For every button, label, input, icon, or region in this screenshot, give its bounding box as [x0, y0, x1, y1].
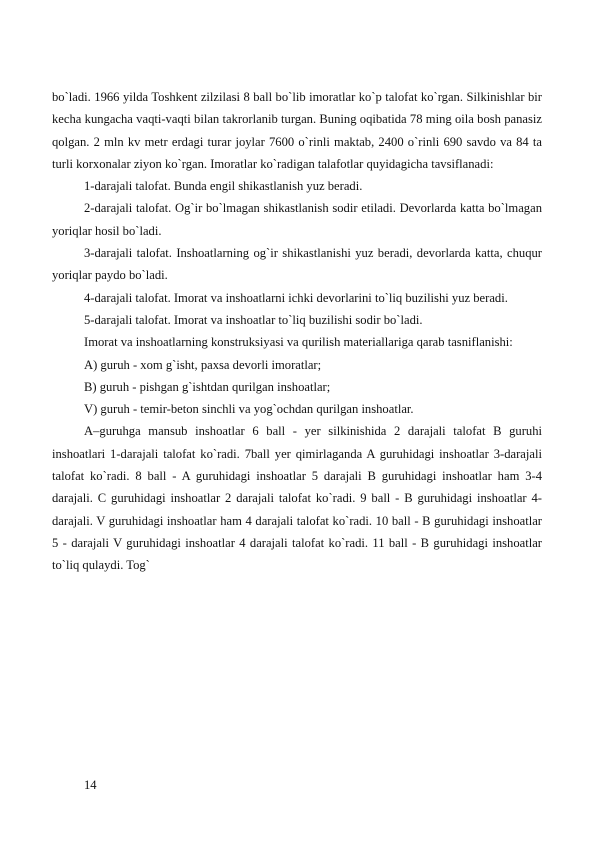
paragraph-damage-level-2: 2-darajali talofat. Og`ir bo`lmagan shikastlanish sodir etiladi. Devorlarda katta bo`lmagan yoriqlar hosil bo`ladi.: [52, 201, 542, 238]
list-item-group-v: V) guruh - temir-beton sinchli va yog`ochdan qurilgan inshoatlar.: [84, 402, 414, 417]
paragraph-group-damage-by-magnitude: A–guruhga mansub inshoatlar 6 ball - yer silkinishida 2 darajali talofat B guruhi inshoatlari 1-darajali talofat ko`radi. 7ball yer qimirlaganda A guruhidagi inshoatlar 3-darajali talofat ko`radi. 8 ball - A guruhidagi inshoatlar 5 darajali B guruhidagi inshoatlar ham 3-4 darajali. C guruhidagi inshoatlar 2 darajali talofat ko`radi. 9 ball - B guruhidagi inshoatlar 4- darajali. V guruhidagi inshoatlar ham 4 darajali talofat ko`radi. 10 ball - B guruhidagi inshoatlar 5 - darajali V guruhidagi inshoatlar 4 darajali talofat ko`radi. 11 ball - B guruhidagi inshoatlar to`liq qulaydi. Tog`: [52, 424, 542, 573]
list-item-group-a: A) guruh - xom g`isht, paxsa devorli imoratlar;: [84, 357, 322, 372]
list-item-group-b: B) guruh - pishgan g`ishtdan qurilgan inshoatlar;: [84, 379, 331, 394]
paragraph-classification-heading: Imorat va inshoatlarning konstruksiyasi va qurilish materiallariga qarab tasniflanishi:: [84, 335, 513, 350]
paragraph-damage-level-5: 5-darajali talofat. Imorat va inshoatlar to`liq buzilishi sodir bo`ladi.: [84, 312, 423, 327]
paragraph-damage-level-4: 4-darajali talofat. Imorat va inshoatlarni ichki devorlarini to`liq buzilishi yuz beradi.: [84, 290, 508, 305]
paragraph-damage-level-1: 1-darajali talofat. Bunda engil shikastlanish yuz beradi.: [84, 179, 363, 194]
paragraph-damage-level-3: 3-darajali talofat. Inshoatlarning og`ir shikastlanishi yuz beradi, devorlarda katta, chuqur yoriqlar paydo bo`ladi.: [52, 246, 542, 283]
page-number: 14: [84, 778, 97, 792]
body-text: [52, 86, 542, 577]
paragraph-intro: bo`ladi. 1966 yilda Toshkent zilzilasi 8 ball bo`lib imoratlar ko`p talofat ko`rgan. Silkinishlar bir kecha kungacha vaqti-vaqti bilan takrorlanib turgan. Buning oqibatida 78 ming oila bosh panasiz qolgan. 2 mln kv metr erdagi turar joylar 7600 o`rinli maktab, 2400 o`rinli 690 savdo va 84 ta turli korxonalar ziyon ko`rgan. Imoratlar ko`radigan talafotlar quyidagicha tavsiflanadi:: [52, 90, 542, 171]
